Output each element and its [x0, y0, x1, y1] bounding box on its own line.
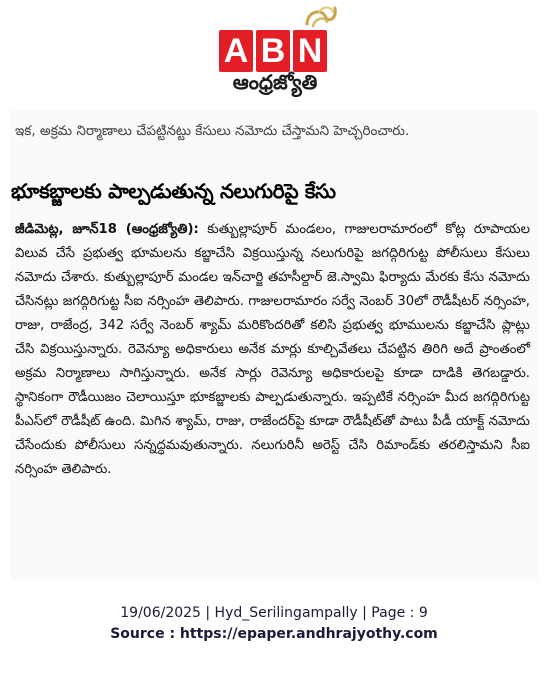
clipping-footer — [0, 603, 548, 645]
article-body-text: కుత్బుల్లాపూర్ మండలం, గాజులరామారంలో కోట్ల రూపాయల విలువ చేసే ప్రభుత్వ భూమలను కబ్జాచేసి విక్రయిస్తున్న నలుగురిపై జగద్గిరిగుట్ట పోలీసులు కేసులు నమోదు చేశారు. కుత్బుల్లాపూర్ మండల ఇన్‌చార్జి తహసీల్దార్ జె.స్వామి ఫిర్యాదు మేరకు కేసు నమోదు చేసినట్లు జగద్గిరిగుట్ట సీఐ నర్సింహ తెలిపారు. గాజులరామారం సర్వే నెంబర్ 30లో రౌడీషీటర్ నర్సింహ, రాజు, రాజేంద్ర, 342 సర్వే నెంబర్ శ్యామ్ మరికొందరితో కలిసి ప్రభుత్వ భూములను కబ్జాచేసి ప్లాట్లు చేసి విక్రయిస్తున్నారు. రెవెన్యూ అధికారులు అనేక మార్లు కూల్చివేతలు చేపట్టిన తిరిగి అదే ప్రాంతంలో అక్రమ నిర్మాణాలు సాగిస్తున్నారు. అనేక సార్లు రెవెన్యూ అధికారులపై కూడా దాడికి తెగబడ్డారు. స్థానికంగా రౌడీయిజం చెలాయిస్తూ భూకబ్జాలకు పాల్పడుతున్నారు. ఇప్పటికే నర్సింహ మీద జగద్గిరిగుట్ట పీఎస్‌లో రౌడీషీట్ ఉంది. మిగిన శ్యామ్, రాజు, రాజేందర్‌పై కూడా రౌడీషీట్‌తో పాటు పీడీ యాక్ట్ నమోదు చేసేందుకు పోలీసులు సన్నద్ధమవుతున్నారు. నలుగురినీ అరెస్ట్ చేసి రిమాండ్‌కు తరలిస్తామని సీఐ నర్సింహ తెలిపారు. — [15, 222, 530, 477]
logo-letter-b: B — [256, 30, 290, 72]
article-headline: భూకబ్జాలకు పాల్పడుతున్న నలుగురిపై కేసు — [11, 179, 336, 203]
logo-letter-n: N — [293, 30, 327, 72]
article-body — [15, 218, 530, 482]
steam-swirl-icon — [303, 2, 339, 30]
logo-letter-a: A — [219, 30, 253, 72]
source-link[interactable]: Source : https://epaper.andhrajyothy.com — [110, 626, 438, 642]
previous-article-line: ఇక, అక్రమ నిర్మాణాలు చేపట్టినట్టు కేసులు నమోదు చేస్తామని హెచ్చరించారు. — [15, 123, 410, 139]
masthead — [0, 0, 548, 108]
article-dateline: జీడిమెట్ల, జూన్‌18 (ఆంధ్రజ్యోతి): — [15, 222, 199, 237]
article-clipping — [11, 110, 538, 580]
edition-info: 19/06/2025 | Hyd_Serilingampally | Page : 9 — [120, 605, 428, 621]
brand-name: ఆంధ్రజ్యోతి — [232, 70, 318, 94]
previous-article-text — [15, 120, 530, 143]
